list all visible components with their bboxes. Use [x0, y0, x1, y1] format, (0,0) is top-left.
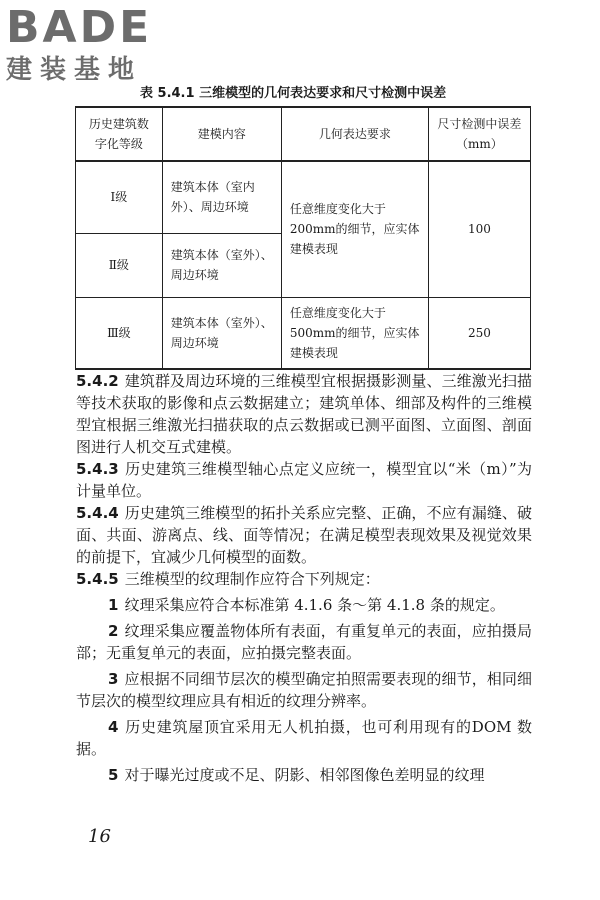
- table-cell-error: 100: [428, 161, 530, 297]
- list-item: [76, 668, 532, 712]
- table-cell-level: Ⅲ级: [76, 297, 163, 369]
- item-text: 纹理采集应符合本标准第 4.1.6 条～第 4.1.8 条的规定。: [124, 596, 505, 614]
- table-row: [76, 161, 531, 233]
- table-cell-level: Ⅰ级: [76, 161, 163, 233]
- item-text: 纹理采集应覆盖物体所有表面，有重复单元的表面，应拍摄局部；无重复单元的表面，应拍摄完整表面。: [76, 622, 532, 662]
- table-header-content: 建模内容: [162, 107, 281, 161]
- watermark-logo: [6, 4, 186, 92]
- table-cell-requirement: 任意维度变化大于500mm的细节，应实体建模表现: [281, 297, 428, 369]
- clause-text: 三维模型的纹理制作应符合下列规定：: [124, 570, 380, 588]
- page-number: 16: [88, 826, 111, 847]
- clause-number: 5.4.4: [76, 504, 119, 522]
- item-text: 应根据不同细节层次的模型确定拍照需要表现的细节，相同细节层次的模型纹理应具有相近的纹理分辨率。: [76, 670, 532, 710]
- clause-paragraph: [76, 458, 532, 502]
- clause-paragraph: [76, 370, 532, 458]
- clause-text: 历史建筑三维模型的拓扑关系应完整、正确，不应有漏缝、破面、共面、游离点、线、面等情况；在满足模型表现效果及视觉效果的前提下，宜减少几何模型的面数。: [76, 504, 532, 566]
- clause-text: 历史建筑三维模型轴心点定义应统一，模型宜以“米（m）”为计量单位。: [76, 460, 532, 500]
- table-header-requirement: 几何表达要求: [281, 107, 428, 161]
- item-number: 1: [108, 596, 119, 614]
- table-row: [76, 297, 531, 369]
- table-header-level: 历史建筑数字化等级: [76, 107, 163, 161]
- clause-text: 建筑群及周边环境的三维模型宜根据摄影测量、三维激光扫描等技术获取的影像和点云数据建立；建筑单体、细部及构件的三维模型宜根据三维激光扫描获取的点云数据或已测平面图、立面图、剖面图进行人机交互式建模。: [76, 372, 532, 456]
- table-cell-content: 建筑本体（室内外）、周边环境: [162, 161, 281, 233]
- geometry-requirements-table: [75, 106, 531, 370]
- watermark-brand-cn: 建装基地: [6, 55, 143, 85]
- item-number: 3: [108, 670, 119, 688]
- watermark-brand: BADE: [6, 2, 153, 53]
- list-item: [76, 594, 532, 616]
- table-cell-level: Ⅱ级: [76, 233, 163, 297]
- item-number: 4: [108, 718, 119, 736]
- table-cell-requirement: 任意维度变化大于200mm的细节，应实体建模表现: [281, 161, 428, 297]
- list-item: [76, 620, 532, 664]
- list-item: [76, 764, 532, 786]
- body-text: [76, 370, 532, 786]
- table-header-error: 尺寸检测中误差（mm）: [428, 107, 530, 161]
- item-number: 2: [108, 622, 119, 640]
- table-cell-content: 建筑本体（室外）、周边环境: [162, 233, 281, 297]
- table-cell-error: 250: [428, 297, 530, 369]
- table-header-row: [76, 107, 531, 161]
- clause-number: 5.4.3: [76, 460, 119, 478]
- list-item: [76, 716, 532, 760]
- item-text: 历史建筑屋顶宜采用无人机拍摄，也可利用现有的DOM 数据。: [76, 718, 532, 758]
- table-caption: 表 5.4.1 三维模型的几何表达要求和尺寸检测中误差: [140, 86, 447, 101]
- clause-paragraph: [76, 502, 532, 568]
- clause-paragraph: [76, 568, 532, 590]
- table-cell-content: 建筑本体（室外）、周边环境: [162, 297, 281, 369]
- item-text: 对于曝光过度或不足、阴影、相邻图像色差明显的纹理: [124, 766, 485, 784]
- item-number: 5: [108, 766, 119, 784]
- clause-number: 5.4.2: [76, 372, 119, 390]
- clause-number: 5.4.5: [76, 570, 119, 588]
